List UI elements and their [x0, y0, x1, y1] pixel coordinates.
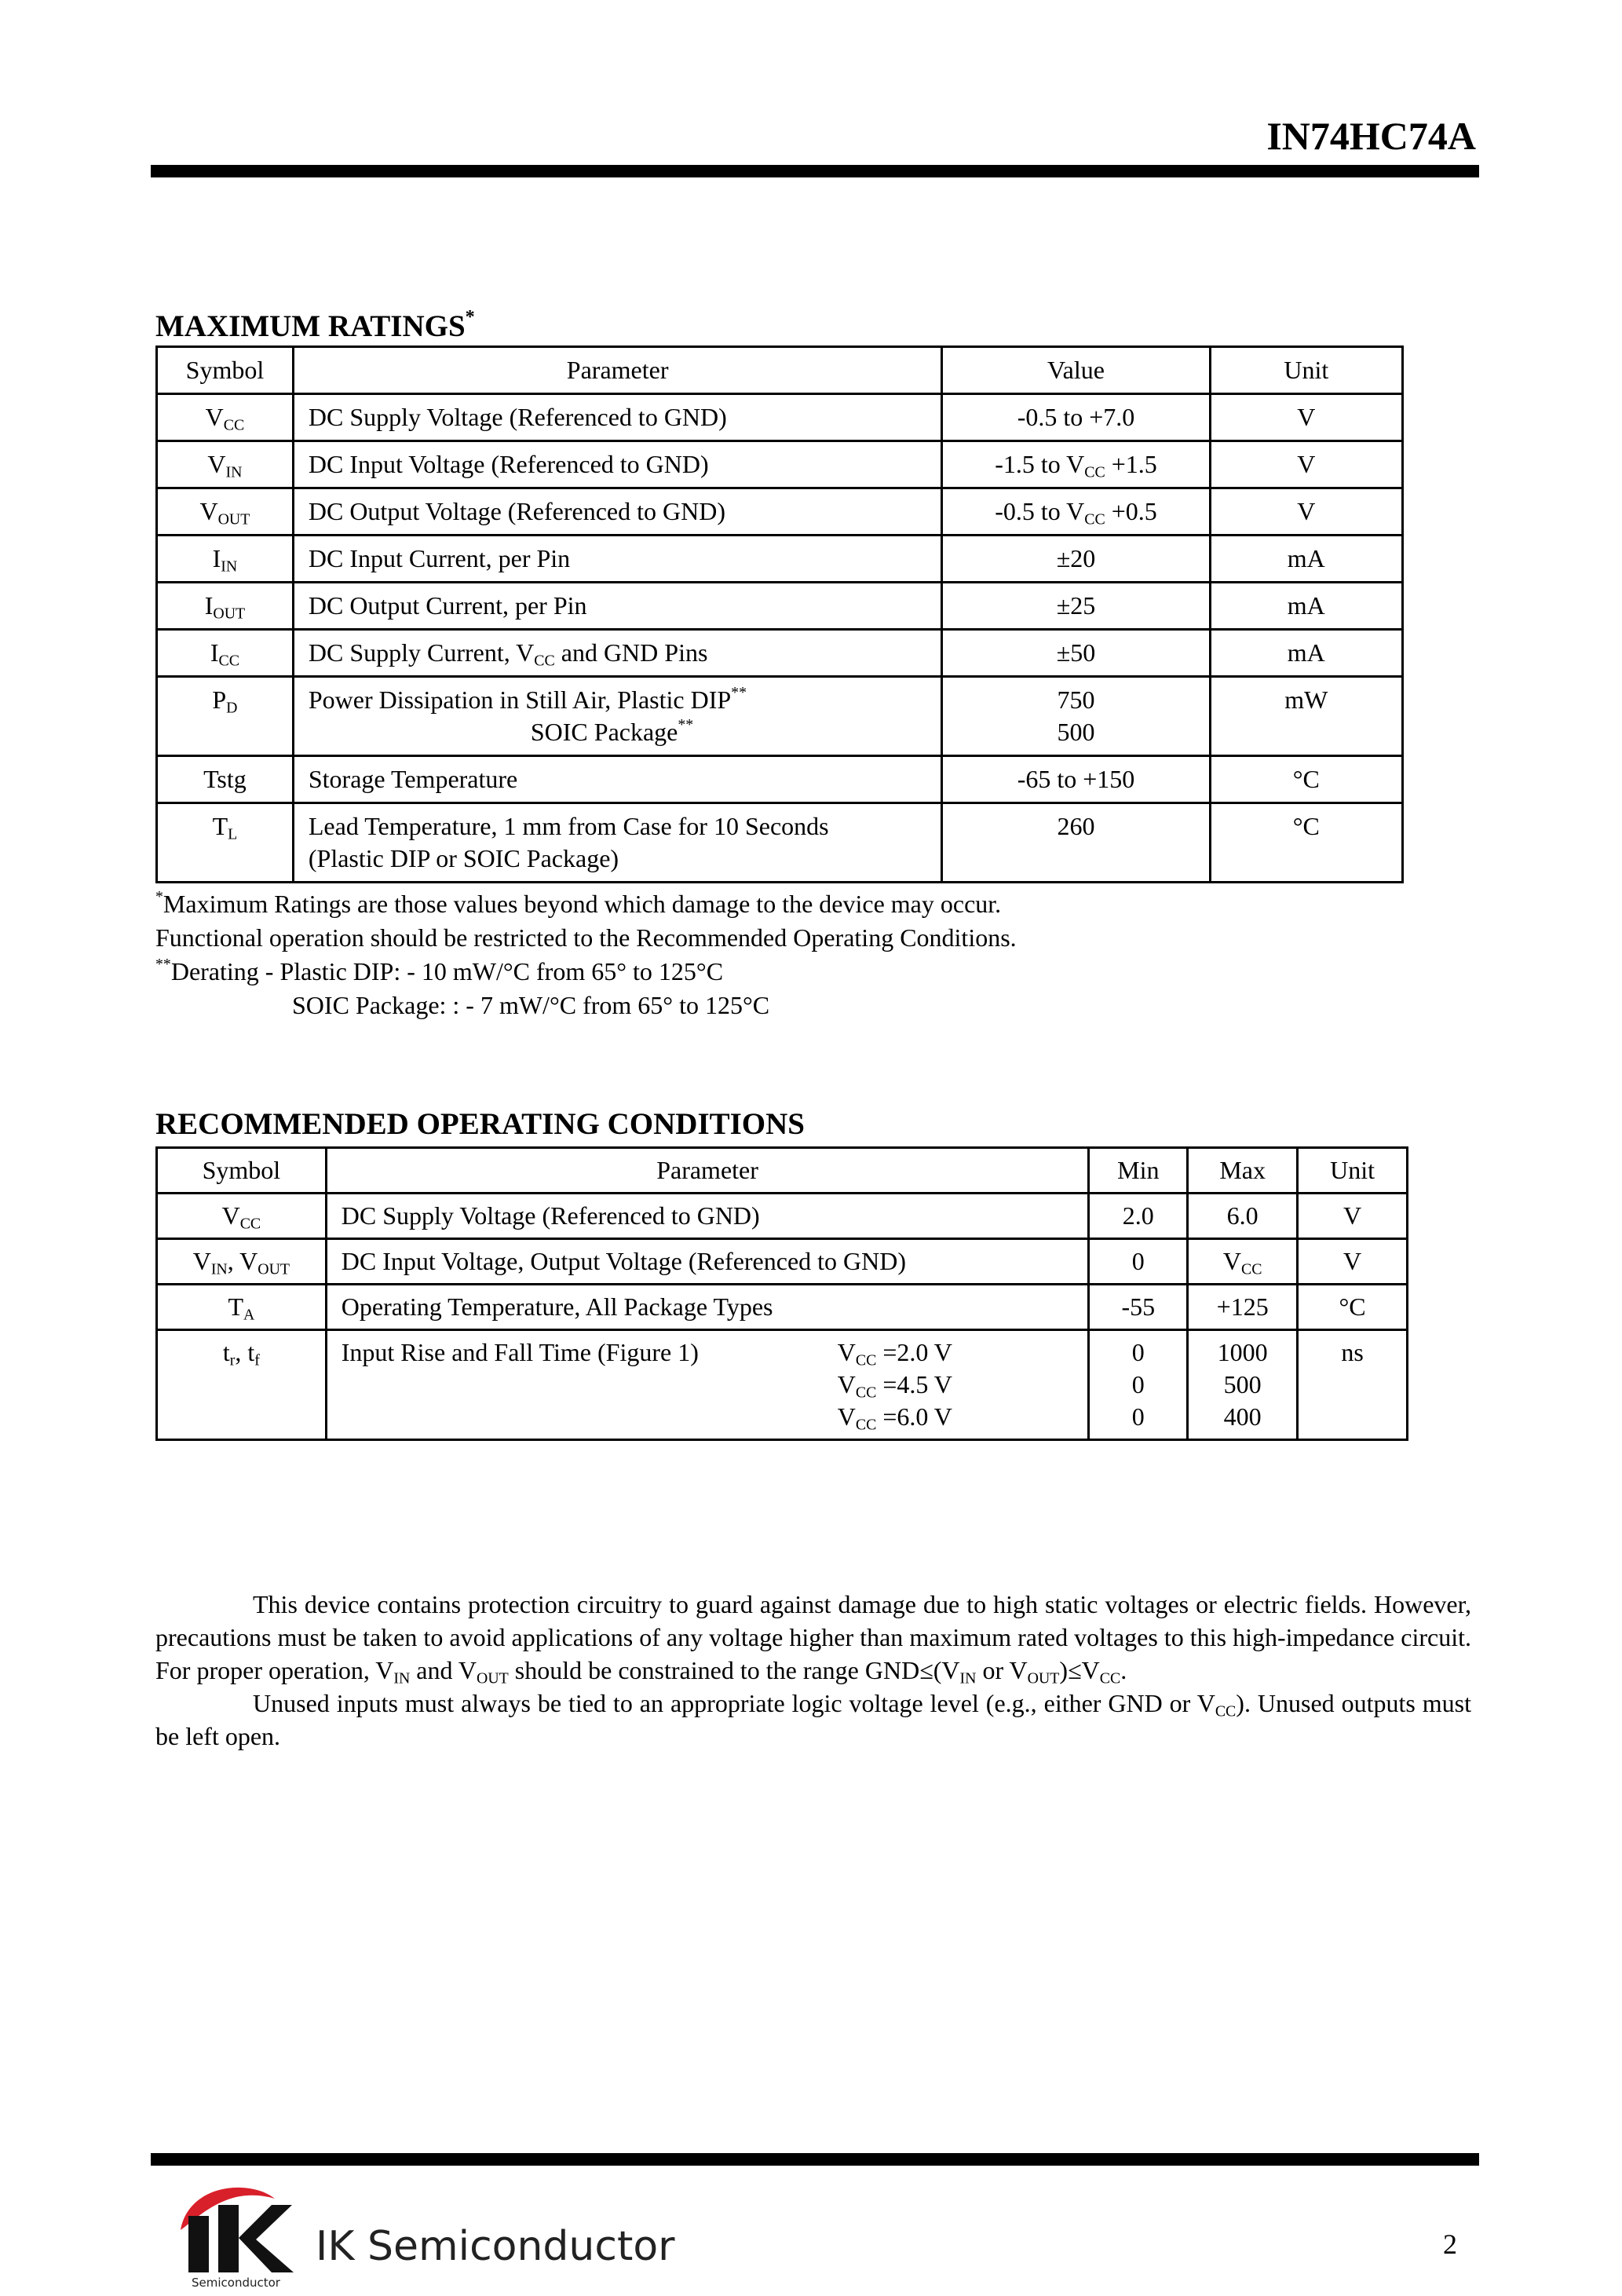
symbol-cell: $T_A$	[157, 1285, 327, 1330]
header-rule	[151, 165, 1479, 177]
condition-line: $V_{CC} =6.0$ V	[837, 1402, 952, 1434]
parameter-cell: DC Input Voltage (Referenced to GND)	[293, 441, 942, 488]
symbol-cell: $P_D$	[157, 677, 294, 756]
table-row	[157, 677, 1403, 756]
condition-line: $V_{CC} =2.0$ V	[837, 1338, 952, 1369]
value-cell: 260	[942, 803, 1210, 883]
table-row	[157, 488, 1403, 536]
unit-cell: mA	[1210, 630, 1402, 677]
max-ratings-header-row	[157, 347, 1403, 394]
ik-semiconductor-logo	[174, 2181, 675, 2291]
symbol-cell: $V_{CC}$	[157, 1194, 327, 1239]
value-cell: -0.5 to $V_{CC} +0.5$	[942, 488, 1210, 536]
col-header-unit: Unit	[1298, 1148, 1408, 1194]
value-cell: -1.5 to $V_{CC} +1.5$	[942, 441, 1210, 488]
unit-cell: V	[1298, 1194, 1408, 1239]
max-ratings-title-text: MAXIMUM RATINGS	[155, 309, 466, 343]
value-cell: ±25	[942, 583, 1210, 630]
logo-brand-text: IK Semiconductor	[316, 2223, 675, 2270]
paragraph-unused-inputs: Unused inputs must always be tied to an appropriate logic voltage level (e.g., either GND or $V_{CC}$). Unused outputs must be left open.	[155, 1689, 1472, 1750]
table-row	[157, 756, 1403, 803]
symbol-cell: $I_{OUT}$	[157, 583, 294, 630]
symbol-cell: $I_{IN}$	[157, 536, 294, 583]
col-header-value: Value	[942, 347, 1210, 394]
table-row	[157, 441, 1403, 488]
symbol-cell: $V_{IN}$, $V_{OUT}$	[157, 1239, 327, 1285]
page-number: 2	[1443, 2228, 1457, 2260]
logo-small-text: Semiconductor	[192, 2276, 280, 2290]
min-cell: 2.0	[1089, 1194, 1188, 1239]
parameter-cell: DC Output Current, per Pin	[293, 583, 942, 630]
col-header-parameter: Parameter	[293, 347, 942, 394]
max-ratings-table	[155, 345, 1404, 883]
unit-cell: V	[1210, 441, 1402, 488]
roc-title: RECOMMENDED OPERATING CONDITIONS	[155, 1107, 805, 1141]
unit-cell: V	[1298, 1239, 1408, 1285]
col-header-max: Max	[1188, 1148, 1298, 1194]
parameter-cell: Input Rise and Fall Time (Figure 1) $V_{CC} =2.0$ V $V_{CC} =4.5$ V $V_{CC} =6.0$ V	[326, 1330, 1089, 1440]
table-row	[157, 536, 1403, 583]
parameter-cell: DC Supply Voltage (Referenced to GND)	[293, 394, 942, 441]
max-ratings-notes	[155, 887, 1017, 1022]
max-ratings-title	[155, 306, 475, 343]
note-line: **Derating - Plastic DIP: - 10 mW/°C from 65° to 125°C	[155, 956, 724, 985]
parameter-cell: Storage Temperature	[293, 756, 942, 803]
footer-rule	[151, 2153, 1479, 2166]
unit-cell: V	[1210, 394, 1402, 441]
unit-cell: mW	[1210, 677, 1402, 756]
part-number: IN74HC74A	[1266, 114, 1476, 158]
col-header-symbol: Symbol	[157, 347, 294, 394]
condition-line: $V_{CC} =4.5$ V	[837, 1370, 952, 1402]
unit-cell: V	[1210, 488, 1402, 536]
unit-cell: °C	[1210, 756, 1402, 803]
unit-cell: °C	[1210, 803, 1402, 883]
symbol-cell: $T_L$	[157, 803, 294, 883]
value-cell: ±20	[942, 536, 1210, 583]
min-cell: 0 0 0	[1089, 1330, 1188, 1440]
table-row	[157, 1330, 1408, 1440]
value-cell: 750 500	[942, 677, 1210, 756]
handling-paragraphs	[155, 1588, 1471, 1753]
max-cell: 1000 500 400	[1188, 1330, 1298, 1440]
table-row	[157, 394, 1403, 441]
roc-header-row	[157, 1148, 1408, 1194]
note-line: *Maximum Ratings are those values beyond which damage to the device may occur.	[155, 888, 1002, 918]
note-line: SOIC Package: : - 7 mW/°C from 65° to 125°C	[292, 991, 770, 1019]
col-header-min: Min	[1089, 1148, 1188, 1194]
symbol-cell: $I_{CC}$	[157, 630, 294, 677]
parameter-cell: DC Input Voltage, Output Voltage (Referenced to GND)	[326, 1239, 1089, 1285]
symbol-cell: $V_{IN}$	[157, 441, 294, 488]
table-row	[157, 1285, 1408, 1330]
paragraph-protection: This device contains protection circuitry to guard against damage due to high static voltages or electric fields. However, precautions must be taken to avoid applications of any voltage higher than maximum rated voltages to this high-impedance circuit. For proper operation, $V_{IN}$ and $V_{OUT}$ should be constrained to the range $GND\le(V_{IN}$ or $V_{OUT})\le V_{CC}$.	[155, 1590, 1471, 1687]
unit-cell: ns	[1298, 1330, 1408, 1440]
parameter-cell: DC Supply Current, $V_{CC}$ and GND Pins	[293, 630, 942, 677]
symbol-cell: $t_r$, $t_f$	[157, 1330, 327, 1440]
table-row	[157, 1194, 1408, 1239]
min-cell: 0	[1089, 1239, 1188, 1285]
max-cell: 6.0	[1188, 1194, 1298, 1239]
max-ratings-title-mark: *	[465, 306, 475, 328]
col-header-parameter: Parameter	[326, 1148, 1089, 1194]
unit-cell: mA	[1210, 536, 1402, 583]
parameter-cell: DC Supply Voltage (Referenced to GND)	[326, 1194, 1089, 1239]
symbol-cell: $V_{OUT}$	[157, 488, 294, 536]
parameter-cell: DC Input Current, per Pin	[293, 536, 942, 583]
symbol-cell: $V_{CC}$	[157, 394, 294, 441]
parameter-cell: Power Dissipation in Still Air, Plastic DIP** SOIC Package**	[293, 677, 942, 756]
symbol-cell: Tstg	[157, 756, 294, 803]
table-row	[157, 1239, 1408, 1285]
parameter-cell: Lead Temperature, 1 mm from Case for 10 Seconds (Plastic DIP or SOIC Package)	[293, 803, 942, 883]
table-row	[157, 630, 1403, 677]
min-cell: -55	[1089, 1285, 1188, 1330]
value-cell: -65 to +150	[942, 756, 1210, 803]
table-row	[157, 583, 1403, 630]
max-cell: $V_{CC}$	[1188, 1239, 1298, 1285]
ik-logo-icon	[174, 2181, 675, 2291]
table-row	[157, 803, 1403, 883]
roc-table	[155, 1146, 1408, 1441]
col-header-symbol: Symbol	[157, 1148, 327, 1194]
condition-list	[838, 1336, 952, 1433]
value-cell: ±50	[942, 630, 1210, 677]
unit-cell: mA	[1210, 583, 1402, 630]
parameter-cell: DC Output Voltage (Referenced to GND)	[293, 488, 942, 536]
max-cell: +125	[1188, 1285, 1298, 1330]
parameter-cell: Operating Temperature, All Package Types	[326, 1285, 1089, 1330]
value-cell: -0.5 to +7.0	[942, 394, 1210, 441]
note-line: Functional operation should be restricted to the Recommended Operating Conditions.	[155, 923, 1017, 952]
col-header-unit: Unit	[1210, 347, 1402, 394]
unit-cell: °C	[1298, 1285, 1408, 1330]
